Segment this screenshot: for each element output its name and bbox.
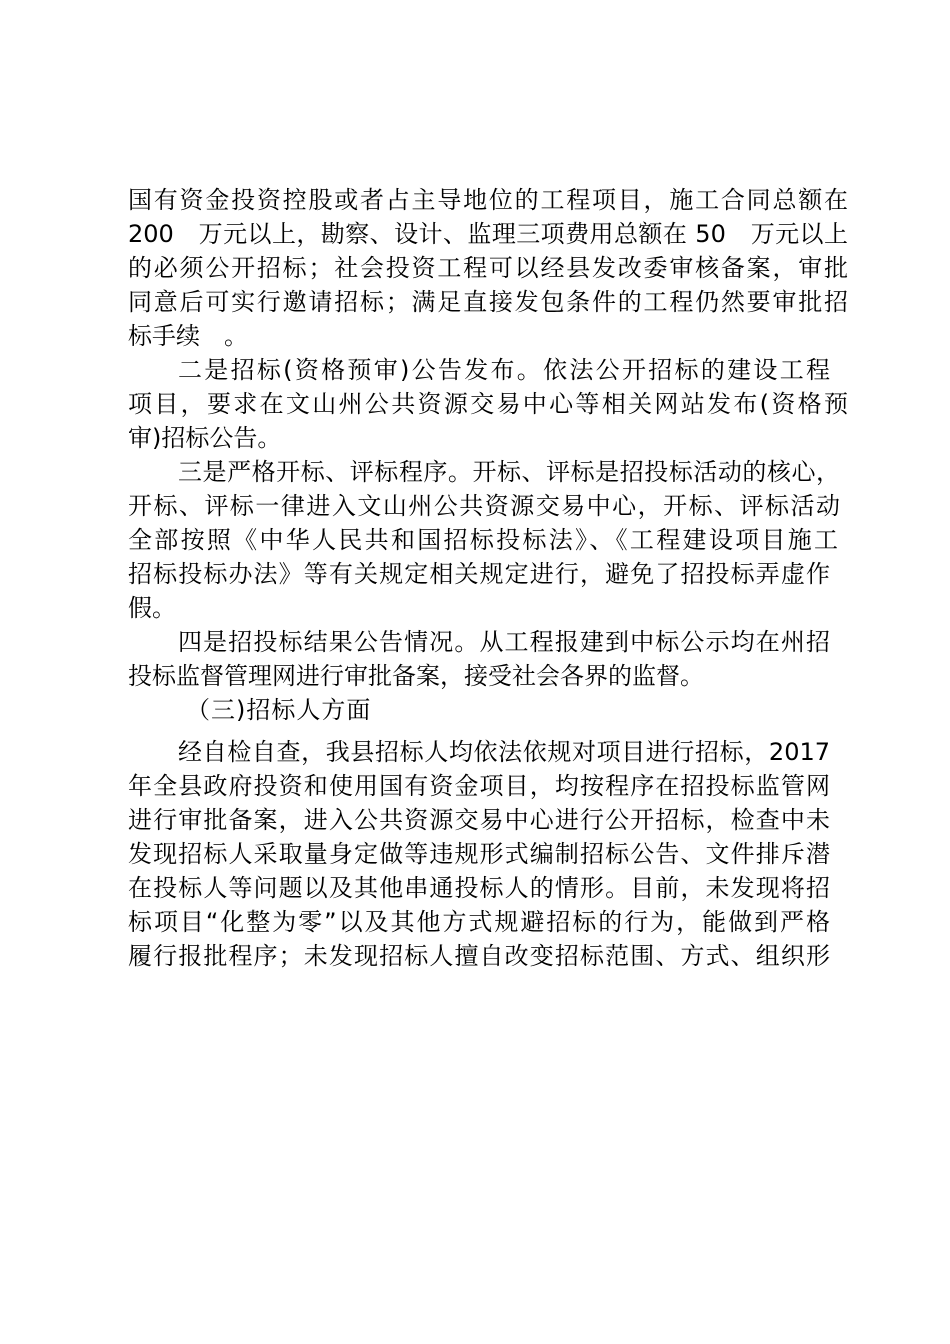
text-line: 项目，要求在文山州公共资源交易中心等相关网站发布(资格预	[128, 390, 848, 418]
text-line: 200 万元以上，勘察、设计、监理三项费用总额在 50 万元以上	[128, 220, 848, 248]
text-line: 在投标人等问题以及其他串通投标人的情形。目前，未发现将招	[128, 874, 830, 902]
paragraph-start-line: 三是严格开标、评标程序。开标、评标是招投标活动的核心，	[178, 458, 840, 486]
text-line: 履行报批程序；未发现招标人擅自改变招标范围、方式、组织形	[128, 942, 830, 970]
text-line: 招标投标办法》等有关规定相关规定进行，避免了招投标弄虚作	[128, 560, 830, 588]
text-line: 标手续 。	[128, 322, 248, 350]
text-line: 进行审批备案，进入公共资源交易中心进行公开招标，检查中未	[128, 806, 830, 834]
text-line: 国有资金投资控股或者占主导地位的工程项目，施工合同总额在	[128, 186, 848, 214]
text-line: 审)招标公告。	[128, 424, 282, 452]
paragraph-start-line: 二是招标(资格预审)公告发布。依法公开招标的建设工程	[178, 356, 830, 384]
text-line: 的必须公开招标；社会投资工程可以经县发改委审核备案，审批	[128, 254, 848, 282]
text-line: 年全县政府投资和使用国有资金项目，均按程序在招投标监管网	[128, 772, 830, 800]
section-heading: （三)招标人方面	[186, 696, 372, 724]
text-line: 投标监督管理网进行审批备案，接受社会各界的监督。	[128, 662, 704, 690]
paragraph-start-line: 四是招投标结果公告情况。从工程报建到中标公示均在州招	[178, 628, 830, 656]
text-line: 全部按照《中华人民共和国招标投标法》、《工程建设项目施工	[128, 526, 838, 554]
text-line: 假。	[128, 594, 176, 622]
paragraph-start-line: 经自检自查，我县招标人均依法依规对项目进行招标，2017	[178, 738, 830, 766]
text-line: 开标、评标一律进入文山州公共资源交易中心，开标、评标活动	[128, 492, 840, 520]
text-line: 发现招标人采取量身定做等违规形式编制招标公告、文件排斥潜	[128, 840, 830, 868]
text-line: 标项目“化整为零”以及其他方式规避招标的行为，能做到严格	[128, 908, 830, 936]
text-line: 同意后可实行邀请招标；满足直接发包条件的工程仍然要审批招	[128, 288, 848, 316]
